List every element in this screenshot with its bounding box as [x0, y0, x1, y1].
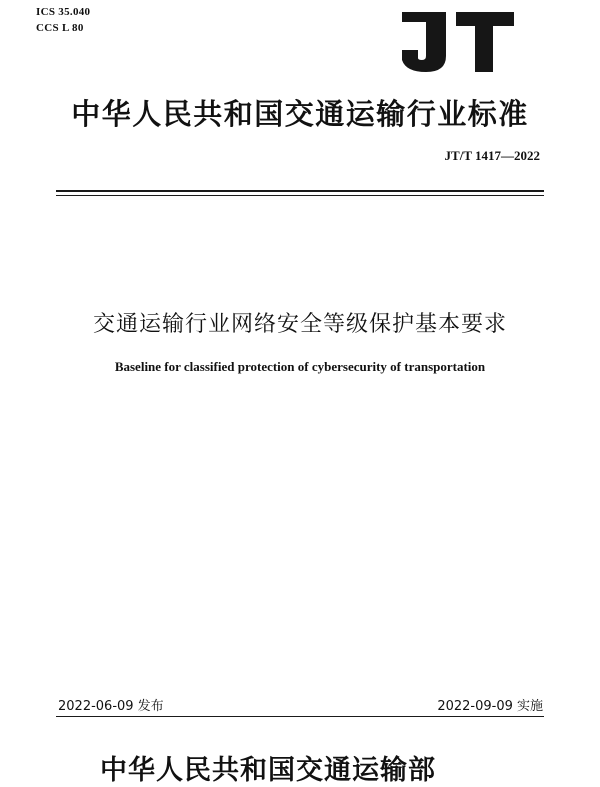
standard-code: JT/T 1417—2022: [444, 148, 540, 163]
ccs-code: CCS L 80: [36, 22, 84, 34]
classification-codes: [36, 4, 90, 36]
jt-logo: [396, 10, 518, 74]
issuer-heading: 中华人民共和国交通运输行业标准: [71, 97, 529, 131]
document-title-english: Baseline for classified protection of cybersecurity of transportation: [114, 359, 486, 374]
ics-code: ICS 35.040: [36, 6, 91, 18]
issue-date: 2022-06-09 发布: [58, 699, 164, 714]
header-rule: [56, 190, 544, 192]
document-title-chinese: 交通运输行业网络安全等级保护基本要求: [92, 312, 507, 337]
header-rule-thin: [56, 195, 544, 196]
footer-rule: [56, 716, 544, 717]
publisher: 中华人民共和国交通运输部: [100, 755, 436, 786]
implementation-date: 2022-09-09 实施: [437, 699, 543, 714]
